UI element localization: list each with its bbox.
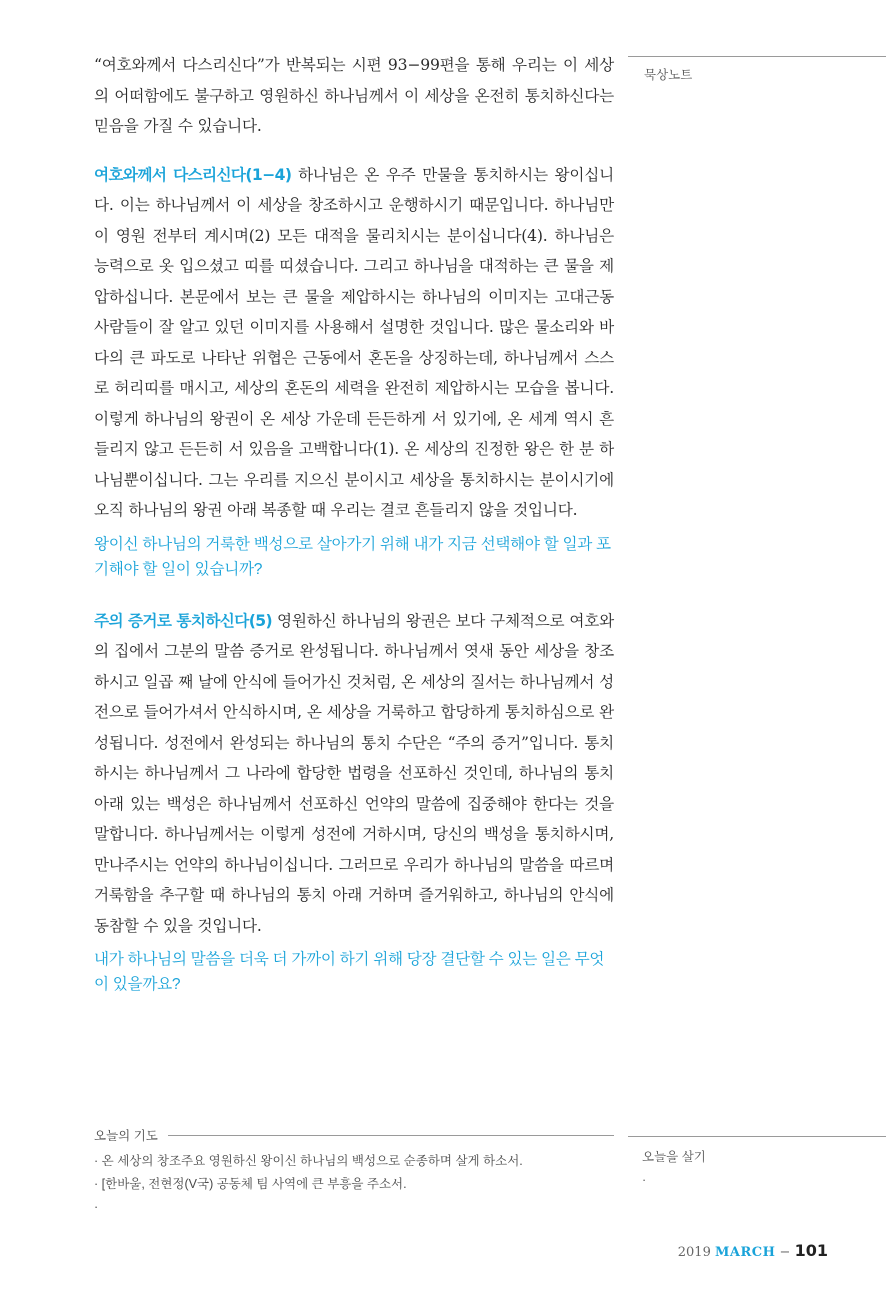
- prayer-item: [94, 1196, 614, 1219]
- living-today-area[interactable]: [628, 1136, 886, 1187]
- prayer-list: [94, 1150, 614, 1219]
- meditation-note-label: 묵상노트: [644, 68, 693, 82]
- meditation-note-area[interactable]: [628, 56, 886, 83]
- footer-month: MARCH: [714, 1245, 776, 1260]
- section-2-question: 내가 하나님의 말씀을 더욱 더 가까이 하기 위해 당장 결단할 수 있는 일은 무엇이 있을까요?: [94, 951, 605, 993]
- todays-prayer: [94, 1126, 614, 1219]
- living-today-title: 오늘을 살기: [642, 1150, 706, 1164]
- section-1-body: 하나님은 온 우주 만물을 통치하시는 왕이십니다. 이는 하나님께서 이 세상을 창조하시고 운행하시기 때문입니다. 하나님만이 영원 전부터 계시며(2) 모든 대적을 물리치시는 분이십니다(4). 하나님은 능력으로 옷 입으셨고 띠를 띠셨습니다. 그리고 하나님을 대적하는 큰 물을 제압하십니다. 본문에서 보는 큰 물을 제압하시는 하나님의 이미지는 고대근동 사람들이 잘 알고 있던 이미지를 사용해서 설명한 것입니다. 많은 물소리와 바다의 큰 파도로 나타난 위협은 근동에서 혼돈을 상징하는데, 하나님께서 스스로 허리띠를 매시고, 세상의 혼돈의 세력을 완전히 제압하시는 모습을 봅니다. 이렇게 하나님의 왕권이 온 세상 가운데 든든하게 서 있기에, 온 세계 역시 흔들리지 않고 든든히 서 있음을 고백합니다(1). 온 세상의 진정한 왕은 한 분 하나님뿐이십니다. 그는 우리를 지으신 분이시고 세상을 통치하시는 분이시기에 오직 하나님의 왕권 아래 복종할 때 우리는 결코 흔들리지 않을 것입니다.: [94, 165, 614, 519]
- section-1-paragraph: [94, 160, 614, 526]
- section-2-heading: 주의 증거로 통치하신다(5): [94, 611, 273, 630]
- intro-paragraph: “여호와께서 다스리신다”가 반복되는 시편 93−99편을 통해 우리는 이 세상의 어떠함에도 불구하고 영원하신 하나님께서 이 세상을 온전히 통치하신다는 믿음을 가질 수 있습니다.: [94, 56, 614, 135]
- footer-separator: −: [779, 1245, 791, 1260]
- living-today-bullet: ·: [642, 1173, 647, 1187]
- prayer-title-row: [94, 1126, 614, 1144]
- prayer-title: 오늘의 기도: [94, 1129, 158, 1143]
- section-2-body: 영원하신 하나님의 왕권은 보다 구체적으로 여호와의 집에서 그분의 말씀 증거로 완성됩니다. 하나님께서 엿새 동안 세상을 창조하시고 일곱 째 날에 안식에 들어가신 것처럼, 온 세상의 질서는 하나님께서 성전으로 들어가셔서 안식하시며, 온 세상을 거룩하고 합당하게 통치하심으로 완성됩니다. 성전에서 완성되는 하나님의 통치 수단은 “주의 증거”입니다. 통치하시는 하나님께서 그 나라에 합당한 법령을 선포하신 것인데, 하나님의 통치 아래 있는 백성은 하나님께서 선포하신 언약의 말씀에 집중해야 한다는 것을 말합니다. 하나님께서는 이렇게 성전에 거하시며, 당신의 백성을 통치하시며, 만나주시는 언약의 하나님이십니다. 그러므로 우리가 하나님의 말씀을 따르며 거룩함을 추구할 때 하나님의 통치 아래 거하며 즐거워하고, 하나님의 안식에 동참할 수 있을 것입니다.: [94, 611, 614, 935]
- prayer-divider: [168, 1135, 614, 1136]
- section-2-paragraph: [94, 606, 614, 942]
- main-column: [94, 50, 614, 1021]
- prayer-item: · 온 세상의 창조주요 영원하신 왕이신 하나님의 백성으로 순종하며 살게 하소서.: [94, 1150, 614, 1173]
- section-1-question: 왕이신 하나님의 거룩한 백성으로 살아가기 위해 내가 지금 선택해야 할 일과 포기해야 할 일이 있습니까?: [94, 535, 611, 578]
- page-number: 101: [794, 1241, 828, 1260]
- footer-year: 2019: [677, 1245, 711, 1260]
- page-footer: [678, 1241, 828, 1260]
- section-1-heading: 여호와께서 다스리신다(1−4): [94, 165, 292, 184]
- prayer-item: · [한바울, 전현정(V국) 공동체 팀 사역에 큰 부흥을 주소서.: [94, 1173, 614, 1196]
